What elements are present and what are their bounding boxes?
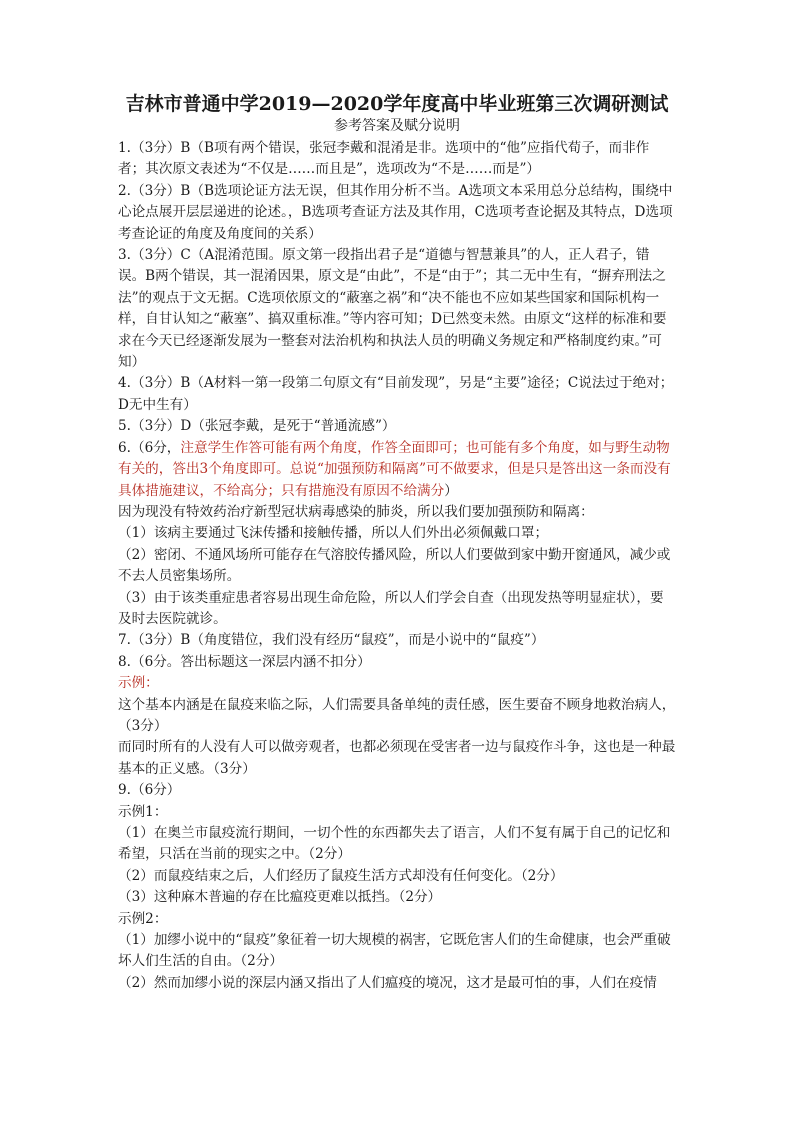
answer-q9-example2-label: 示例2：: [118, 910, 168, 927]
answer-q7: 7.（3分）B（角度错位，我们没有经历“鼠疫”，而是小说中的“鼠疫”）: [118, 632, 545, 649]
answer-q6-note: 注意学生作答可能有两个角度，作答全面即可；也可能有多个角度，如与野生动物有关的，答出3个角度即可。总说“加强预防和隔离”可不做要求，但是只是答出这一条而没有具体措施建议，不给高分；只有措施没有原因不给满分: [118, 439, 671, 499]
answer-q8-example-part-2: 而同时所有的人没有人可以做旁观者，也都必须现在受害者一边与鼠疫作斗争，这也是一种最基本的正义感。（3分）: [118, 739, 676, 777]
document-title: 吉林市普通中学2019—2020学年度高中毕业班第三次调研测试: [125, 93, 669, 115]
answer-q9: 9.（6分）: [118, 782, 181, 799]
answer-q2: 2.（3分）B（B选项论证方法无误，但其作用分析不当。A选项文本采用总分总结构，围绕中心论点展开层层递进的论述。，B选项考查证方法及其作用，C选项考查论据及其特点，D选项考查论证的角度及角度间的关系）: [118, 182, 673, 242]
answer-q6-prefix: 6.（6分，: [118, 439, 181, 456]
answer-q9-example2-point-2: （2）然而加缪小说的深层内涵又指出了人们瘟疫的境况，这才是最可怕的事，人们在疫情: [118, 974, 657, 991]
answer-q5: 5.（3分）D（张冠李戴，是死于“普通流感”）: [118, 418, 396, 435]
answer-q1: 1.（3分）B（B项有两个错误，张冠李戴和混淆是非。选项中的“他”应指代荀子，而非作者；其次原文表述为“不仅是……而且是”，选项改为“不是……而是”）: [118, 140, 650, 178]
answer-q6-suffix: ）: [444, 482, 458, 499]
answer-q9-example1-point-2: （2）而鼠疫结束之后，人们经历了鼠疫生活方式却没有任何变化。（2分）: [118, 867, 564, 884]
answer-q8-example-part-1: 这个基本内涵是在鼠疫来临之际，人们需要具备单纯的责任感，医生要奋不顾身地救治病人，（3分）: [118, 696, 676, 734]
document-subtitle: 参考答案及赋分说明: [334, 118, 460, 134]
answer-q6: [118, 438, 676, 502]
answer-q8-example-label: 示例：: [118, 675, 159, 692]
answer-q9-example1-label: 示例1：: [118, 803, 168, 820]
answer-q8: 8.（6分。答出标题这一深层内涵不扣分）: [118, 653, 371, 670]
answer-q6-point-2: （2）密闭、不通风场所可能存在气溶胶传播风险，所以人们要做到家中勤开窗通风，减少或不去人员密集场所。: [118, 546, 671, 585]
answer-q6-point-3: （3）由于该类重症患者容易出现生命危险，所以人们学会自查（出现发热等明显症状），要及时去医院就诊。: [118, 589, 664, 627]
answer-q6-point-1: （1）该病主要通过飞沫传播和接触传播，所以人们外出必须佩戴口罩；: [118, 525, 549, 542]
answer-content: [118, 138, 676, 994]
answer-q4: 4.（3分）B（A材料一第一段第二句原文有“目前发现”，另是“主要”途径；C说法过于绝对；D无中生有）: [118, 375, 674, 413]
answer-q3: 3.（3分）C（A混淆范围。原文第一段指出君子是“道德与智慧兼具”的人，正人君子，错误。B两个错误，其一混淆因果，原文是“由此”，不是“由于”；其二无中生有，“摒弃刑法之法”的观点于文无据。C选项依原文的“蔽塞之祸”和“决不能也不应如某些国家和国际机构一样，自甘认知之“蔽塞”、搞双重标准。”等内容可知；D已然变未然。由原文“这样的标准和要求在今天已经逐渐发展为一整套对法治机构和执法人员的明确义务规定和严格制度约束。”可知）: [118, 247, 667, 371]
answer-q9-example2-point-1: （1）加缪小说中的“鼠疫”象征着一切大规模的祸害，它既危害人们的生命健康，也会严重破坏人们生活的自由。（2分）: [118, 932, 671, 970]
answer-q9-example1-point-3: （3）这种麻木普遍的存在比瘟疫更难以抵挡。（2分）: [118, 889, 442, 906]
answer-q6-intro: 因为现没有特效药治疗新型冠状病毒感染的肺炎，所以我们要加强预防和隔离：: [118, 503, 594, 520]
answer-q9-example1-point-1: （1）在奥兰市鼠疫流行期间，一切个性的东西都失去了语言，人们不复有属于自己的记忆和希望，只活在当前的现实之中。（2分）: [118, 825, 671, 863]
